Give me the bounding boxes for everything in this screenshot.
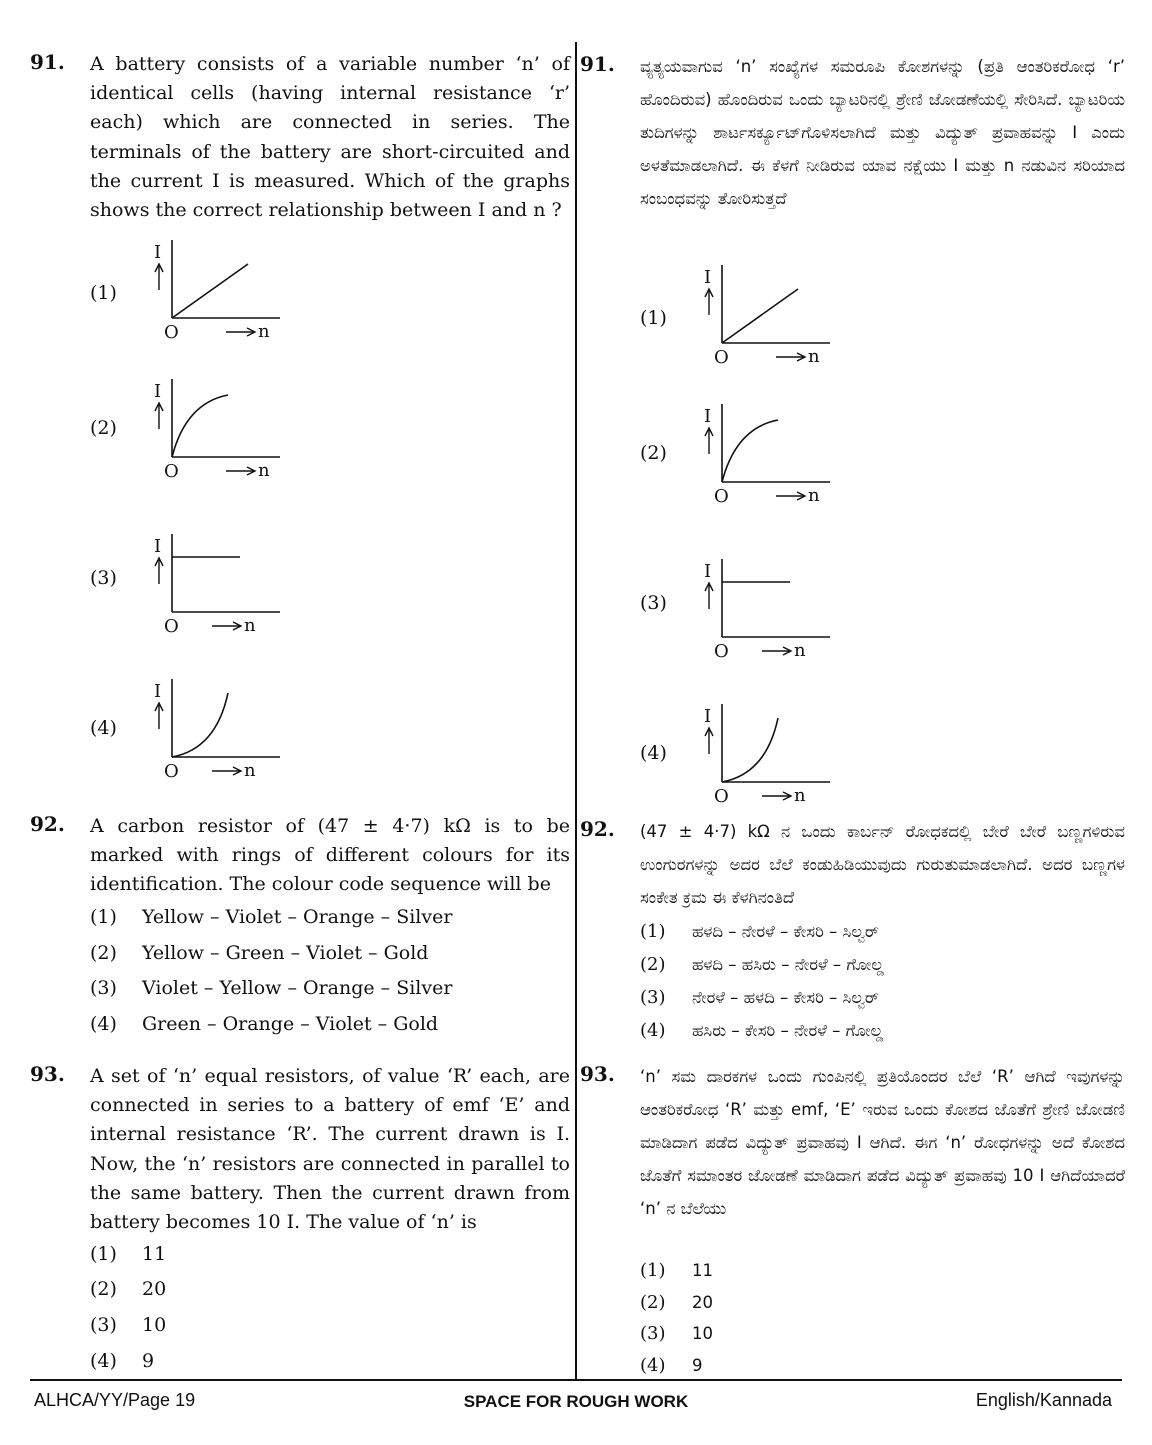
- x-axis-label: n: [794, 785, 806, 806]
- question-number: 92.: [30, 812, 65, 836]
- x-axis-label: n: [808, 485, 820, 506]
- column-divider: [575, 42, 577, 1379]
- option-number: (4): [640, 1355, 666, 1376]
- option-number: (3): [90, 977, 117, 999]
- y-axis-label: I: [704, 561, 712, 582]
- option-text: ಹಸಿರು – ಕೇಸರಿ – ನೇರಳೆ – ಗೋಲ್ಡ: [692, 1021, 884, 1040]
- graph-curve: [172, 264, 248, 318]
- option-number: (2): [90, 1278, 117, 1300]
- question-text: ‘n’ ಸಮ ದಾರಕಗಳ ಒಂದು ಗುಂಪಿನಲ್ಲಿ ಪ್ರತಿಯೊಂದರ ಬೆಲೆ ‘R’ ಆಗಿದೆ ಇವುಗಳನ್ನು ಆಂತರಿಕರೋಧ ‘R’ ಮತ್ತು emf, ‘E’ ಇರುವ ಒಂದು ಕೋಶದ ಜೊತೆಗೆ ಶ್ರೇಣಿ ಜೋಡಣಿ ಮಾಡಿದಾಗ ಪಡೆದ ವಿದ್ಯುತ್ ಪ್ರವಾಹವು I ಆಗಿದೆ. ಈಗ ‘n’ ರೋಧಗಳನ್ನು ಅದೆ ಕೋಶದ ಜೊತೆಗೆ ಸಮಾಂತರ ಜೋಡಣೆ ಮಾಡಿದಾಗ ಪಡೆದ ವಿದ್ಯುತ್ ಪ್ರವಾಹವು 10 I ಆಗಿದೆಯಾದರೆ ‘n’ ನ ಬೆಲೆಯು: [640, 1067, 1125, 1218]
- option-1[interactable]: [640, 1260, 713, 1281]
- option-text: ನೇರಳೆ – ಹಳದಿ – ಕೇಸರಿ – ಸಿಲ್ವರ್: [692, 988, 879, 1007]
- page-code: ALHCA/YY/Page 19: [34, 1390, 196, 1410]
- y-axis-label: I: [704, 406, 712, 427]
- x-axis-label: n: [244, 615, 256, 636]
- graph-constant: [700, 557, 840, 667]
- option-number: (1): [90, 1243, 117, 1265]
- option-1[interactable]: [90, 1243, 166, 1265]
- origin-label: O: [714, 486, 729, 507]
- option-number: (4): [90, 1350, 117, 1372]
- y-axis-label: I: [704, 267, 712, 288]
- graph-constant: [150, 532, 290, 642]
- option-number: (2): [640, 1292, 666, 1313]
- option-text: 20: [142, 1278, 167, 1300]
- graph-option-2[interactable]: [640, 442, 667, 464]
- graph-curve: [722, 289, 798, 343]
- graph-option-3[interactable]: [640, 592, 667, 614]
- question-number: 92.: [580, 817, 615, 841]
- option-text: Yellow – Green – Violet – Gold: [142, 942, 429, 964]
- question-number: 91.: [30, 50, 65, 74]
- option-3[interactable]: [640, 1323, 713, 1344]
- graph-curve: [722, 718, 778, 782]
- option-number: (4): [640, 1020, 666, 1041]
- option-number: (1): [90, 906, 117, 928]
- question-number: 93.: [30, 1062, 65, 1086]
- option-number: (4): [90, 1013, 117, 1035]
- y-axis-label: I: [154, 242, 162, 263]
- option-text: 10: [692, 1324, 713, 1343]
- option-number: (1): [640, 921, 666, 942]
- x-axis-label: n: [794, 640, 806, 661]
- question-number: 93.: [580, 1062, 615, 1086]
- option-2[interactable]: [90, 942, 428, 964]
- option-number: (3): [640, 592, 667, 614]
- option-number: (3): [90, 1314, 117, 1336]
- option-3[interactable]: [640, 987, 879, 1008]
- origin-label: O: [164, 616, 179, 637]
- y-axis-label: I: [154, 381, 162, 402]
- option-4[interactable]: [90, 1350, 154, 1372]
- option-number: (2): [640, 442, 667, 464]
- graph-option-1[interactable]: [640, 307, 667, 329]
- option-2[interactable]: [640, 954, 884, 975]
- option-text: 9: [692, 1356, 703, 1375]
- option-text: Green – Orange – Violet – Gold: [142, 1013, 439, 1035]
- question-number: 91.: [580, 52, 615, 76]
- x-axis-label: n: [244, 760, 256, 781]
- option-4[interactable]: [640, 1355, 703, 1376]
- option-2[interactable]: [640, 1292, 713, 1313]
- origin-label: O: [714, 347, 729, 368]
- option-text: 10: [142, 1314, 167, 1336]
- origin-label: O: [164, 322, 179, 343]
- option-text: 9: [142, 1350, 155, 1372]
- y-axis-label: I: [154, 681, 162, 702]
- option-number: (2): [90, 942, 117, 964]
- option-number: (4): [90, 717, 117, 739]
- option-text: ಹಳದಿ – ಹಸಿರು – ನೇರಳೆ – ಗೋಲ್ಡ: [692, 955, 884, 974]
- rough-work-label: SPACE FOR ROUGH WORK: [463, 1392, 689, 1411]
- option-text: 11: [142, 1243, 167, 1265]
- graph-convex: [700, 702, 840, 812]
- option-number: (1): [90, 282, 117, 304]
- graph-concave: [700, 402, 840, 512]
- question-text: A battery consists of a variable number ‘n’ of identical cells (having internal resistance ‘r’ each) which are connected in series. The terminals of the battery are short-circuited and the current I is measured. Which of the graphs shows the correct relationship between I and n ?: [90, 53, 570, 222]
- option-4[interactable]: [640, 1020, 883, 1041]
- x-axis-label: n: [258, 460, 270, 481]
- option-number: (2): [640, 954, 666, 975]
- question-text: A set of ‘n’ equal resistors, of value ‘R’ each, are connected in series to a battery of emf ‘E’ and internal resistance ‘R’. The current drawn is I. Now, the ‘n’ resistors are connected in parallel to the same battery. Then the current drawn from battery becomes 10 I. The value of ‘n’ is: [90, 1065, 570, 1234]
- x-axis-label: n: [808, 346, 820, 367]
- footer-divider: [30, 1379, 1122, 1381]
- graph-convex: [150, 677, 290, 787]
- graph-option-4[interactable]: [640, 742, 667, 764]
- graph-linear: [150, 238, 290, 348]
- origin-label: O: [714, 786, 729, 807]
- option-2[interactable]: [90, 1278, 166, 1300]
- graph-option-2[interactable]: [90, 417, 117, 439]
- origin-label: O: [164, 761, 179, 782]
- language-label: English/Kannada: [975, 1390, 1112, 1410]
- option-3[interactable]: [90, 1314, 166, 1336]
- graph-curve: [722, 420, 778, 482]
- option-text: ಹಳದಿ – ನೇರಳೆ – ಕೇಸರಿ – ಸಿಲ್ವರ್: [692, 922, 879, 941]
- graph-curve: [172, 395, 228, 457]
- question-text: ವ್ಯತ್ಯಯವಾಗುವ ‘n’ ಸಂಖ್ಯೆಗಳ ಸಮರೂಪಿ ಕೋಶಗಳನ್ನು (ಪ್ರತಿ ಆಂತರಿಕರೋಧ ‘r’ ಹೊಂದಿರುವ) ಹೊಂದಿರುವ ಒಂದು ಬ್ಯಾಟರಿನಲ್ಲಿ ಶ್ರೇಣಿ ಜೋಡಣೆಯಲ್ಲಿ ಸೇರಿಸಿದೆ. ಬ್ಯಾಟರಿಯ ತುದಿಗಳನ್ನು ಶಾರ್ಟಸರ್ಕ್ಯೂಟ್‌ಗೊಳಿಸಲಾಗಿದೆ ಮತ್ತು ವಿದ್ಯುತ್ ಪ್ರವಾಹವನ್ನು I ಎಂದು ಅಳತೆಮಾಡಲಾಗಿದೆ. ಈ ಕೆಳಗೆ ನೀಡಿರುವ ಯಾವ ನಕ್ಷೆಯು I ಮತ್ತು n ನಡುವಿನ ಸರಿಯಾದ ಸಂಬಂಧವನ್ನು ತೋರಿಸುತ್ತದೆ: [640, 57, 1125, 208]
- option-text: Yellow – Violet – Orange – Silver: [142, 906, 453, 928]
- option-number: (1): [640, 1260, 666, 1281]
- graph-concave: [150, 377, 290, 487]
- option-number: (4): [640, 742, 667, 764]
- graph-option-1[interactable]: [90, 282, 117, 304]
- origin-label: O: [714, 641, 729, 662]
- graph-option-4[interactable]: [90, 717, 117, 739]
- option-number: (2): [90, 417, 117, 439]
- question-text: (47 ± 4·7) kΩ ನ ಒಂದು ಕಾರ್ಬನ್ ರೋಧಕದಲ್ಲಿ ಬೇರೆ ಬೇರೆ ಬಣ್ಣಗಳಿರುವ ಉಂಗುರಗಳನ್ನು ಅದರ ಬೆಲೆ ಕಂಡುಹಿಡಿಯುವುದು ಗುರುತುಮಾಡಲಾಗಿದೆ. ಅದರ ಬಣ್ಣಗಳ ಸಂಕೇತ ಕ್ರಮ ಈ ಕೆಳಗಿನಂತಿದೆ: [640, 822, 1125, 907]
- graph-option-3[interactable]: [90, 567, 117, 589]
- graph-linear: [700, 263, 840, 373]
- option-1[interactable]: [90, 906, 452, 928]
- y-axis-label: I: [704, 706, 712, 727]
- option-number: (1): [640, 307, 667, 329]
- option-4[interactable]: [90, 1013, 438, 1035]
- option-text: 20: [692, 1293, 713, 1312]
- option-3[interactable]: [90, 977, 452, 999]
- option-text: 11: [692, 1261, 713, 1280]
- option-number: (3): [640, 987, 666, 1008]
- option-1[interactable]: [640, 921, 879, 942]
- option-number: (3): [90, 567, 117, 589]
- graph-curve: [172, 693, 228, 757]
- x-axis-label: n: [258, 321, 270, 342]
- question-text: A carbon resistor of (47 ± 4·7) kΩ is to be marked with rings of different colours for its identification. The colour code sequence will be: [90, 815, 570, 896]
- origin-label: O: [164, 461, 179, 482]
- option-text: Violet – Yellow – Orange – Silver: [142, 977, 453, 999]
- option-number: (3): [640, 1323, 666, 1344]
- y-axis-label: I: [154, 536, 162, 557]
